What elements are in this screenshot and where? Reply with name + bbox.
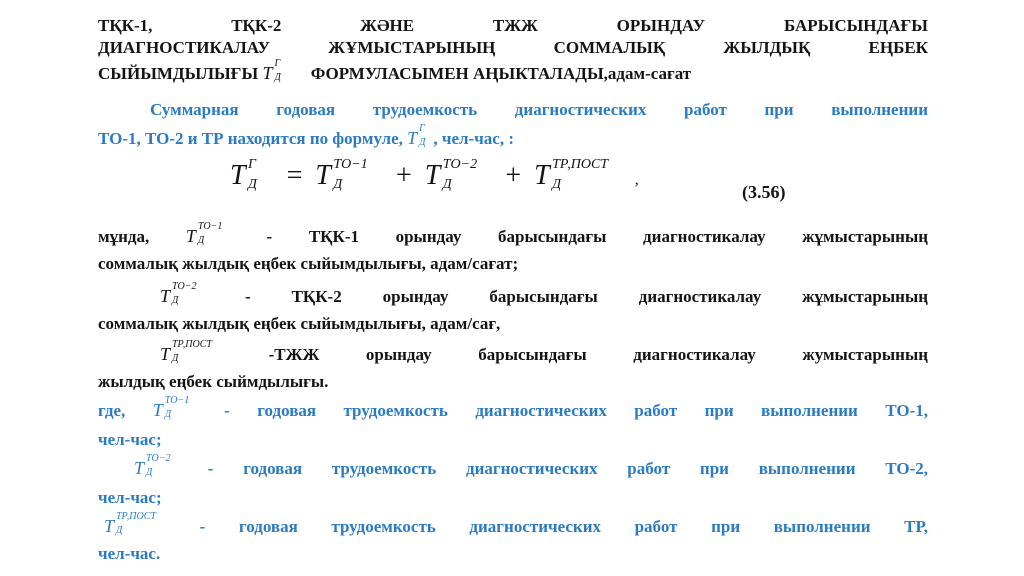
ru-def-3: T ТР,ПОСТ Д - годовая трудоемкость диагностических работ при выполнении ТР, [104, 511, 928, 536]
main-formula [230, 157, 645, 192]
formula-term-total: T Г Д [230, 157, 257, 192]
kk-def-3: T ТР,ПОСТ Д -ТЖЖ орындау барысындағы диагностикалау жумыстарының [160, 339, 929, 364]
kk-def-1: мұнда, T ТО−1 Д - ТҚК-1 орындау барысындағы диагностикалау жұмыстарының [98, 221, 929, 246]
ru-intro-line-1: Суммарная годовая трудоемкость диагностических работ при выполнении [150, 100, 928, 119]
ru-def-1: где, T ТО−1 Д - годовая трудоемкость диагностических работ при выполнении ТО-1, [98, 395, 929, 420]
ru-intro-line-2: ТО-1, ТО-2 и ТР находится по формуле, T Г Д , чел-час, : [98, 123, 515, 148]
kk-def-1-line-2: соммалық жылдық еңбек сыйымдылығы, адам/сағат; [98, 254, 519, 273]
kk-def-3-line-2: жылдық еңбек сыймдылығы. [98, 372, 329, 391]
formula-comma: , [634, 171, 639, 188]
heading-line-3: СЫЙЫМДЫЛЫҒЫ T Г Д ФОРМУЛАСЫМЕН АҢЫКТАЛАДЫ,адам-сағат [98, 58, 692, 83]
formula-term-tr: T ТР,ПОСТ Д [534, 157, 609, 192]
formula-equals: = [286, 160, 303, 191]
symbol-t-d-to1: T ТО−1 Д [185, 221, 223, 246]
kk-def-2: T ТО−2 Д - ТҚК-2 орындау барысындағы диагностикалау жұмыстарының [160, 281, 929, 306]
ru-def-2-line-2: чел-час; [98, 488, 162, 507]
symbol-t-d-tr-ru: T ТР,ПОСТ Д [104, 511, 156, 536]
symbol-t-d-to2: T ТО−2 Д [160, 281, 197, 306]
symbol-t-d-to2-ru: T ТО−2 Д [134, 453, 171, 478]
ru-def-3-line-2: чел-час. [98, 544, 161, 563]
formula-plus-1: + [395, 160, 412, 191]
symbol-t-d-to1-ru: T ТО−1 Д [152, 395, 190, 420]
formula-plus-2: + [505, 160, 522, 191]
formula-term-to1: T ТО−1 Д [315, 157, 368, 192]
heading-line-1: ТҚК-1, ТҚК-2 ЖӘНЕ ТЖЖ ОРЫНДАУ БАРЫСЫНДАҒЫ [98, 16, 928, 35]
kk-def-2-line-2: соммалық жылдық еңбек сыйымдылығы, адам/сағ, [98, 314, 501, 333]
symbol-t-d-g: T Г Д [262, 58, 281, 83]
formula-term-to2: T ТО−2 Д [424, 157, 478, 192]
ru-def-1-line-2: чел-час; [98, 430, 162, 449]
symbol-t-d-tr: T ТР,ПОСТ Д [160, 339, 212, 364]
equation-number: (3.56) [742, 182, 786, 202]
symbol-t-d-g-inline: T Г Д [407, 123, 426, 148]
heading-line-2: ДИАГНОСТИКАЛАУ ЖҰМЫСТАРЫНЫҢ СОММАЛЫҚ ЖЫЛДЫҚ ЕҢБЕК [98, 38, 928, 57]
ru-def-2: T ТО−2 Д - годовая трудоемкость диагностических работ при выполнении ТО-2, [134, 453, 929, 478]
